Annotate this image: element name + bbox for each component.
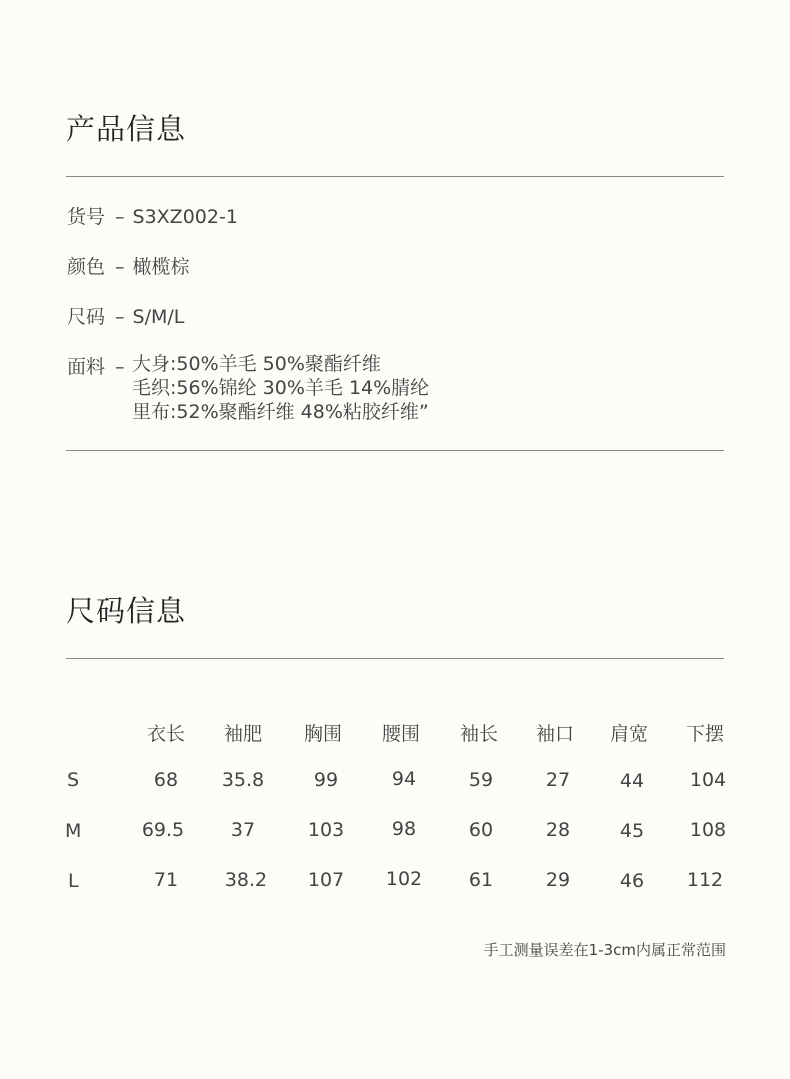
table-cell: 45 (619, 820, 645, 842)
column-header-waist: 腰围 (381, 723, 421, 745)
table-cell: 38.2 (224, 869, 268, 891)
info-value: 橄榄棕 (132, 256, 190, 278)
table-cell: 108 (689, 819, 727, 841)
column-header-hem: 下摆 (685, 723, 725, 745)
table-cell: 69.5 (141, 819, 185, 841)
table-cell: 37 (230, 819, 256, 841)
column-header-cuff: 袖口 (535, 723, 575, 745)
table-cell: 98 (391, 818, 417, 840)
info-dash: – (115, 206, 125, 228)
product-info-title: 产品信息 (66, 112, 187, 146)
column-header-sleeve-length: 袖长 (459, 723, 499, 745)
divider (66, 176, 724, 177)
table-cell: 60 (468, 819, 494, 841)
table-cell: 104 (689, 769, 727, 791)
measurement-note: 手工测量误差在1-3cm内属正常范围 (483, 941, 726, 959)
divider (66, 450, 724, 451)
table-cell: 68 (153, 769, 179, 791)
table-cell: 44 (619, 770, 645, 792)
info-dash: – (115, 356, 125, 378)
info-value: S3XZ002-1 (132, 206, 238, 228)
fabric-line-knit: 毛织:56%锦纶 30%羊毛 14%腈纶 (132, 377, 430, 399)
info-row-size (67, 302, 184, 329)
fabric-line-body: 大身:50%羊毛 50%聚酯纤维 (132, 353, 381, 375)
table-cell: 99 (313, 769, 339, 791)
table-cell: 112 (686, 869, 724, 891)
column-header-chest: 胸围 (303, 723, 343, 745)
divider (66, 658, 724, 659)
table-cell: 61 (468, 869, 494, 891)
table-cell: 102 (385, 868, 423, 890)
table-cell: 107 (307, 869, 345, 891)
info-dash: – (115, 306, 125, 328)
info-label: 颜色 (67, 256, 106, 278)
info-label: 货号 (67, 206, 106, 228)
info-dash: – (115, 256, 125, 278)
info-label: 面料 (67, 356, 106, 378)
info-row-fabric (67, 352, 133, 379)
info-row-sku (67, 202, 238, 229)
table-cell: 28 (545, 819, 571, 841)
info-row-color (67, 252, 190, 279)
table-cell: 103 (307, 819, 345, 841)
size-label-s: S (67, 769, 80, 791)
size-label-m: M (65, 820, 82, 842)
table-cell: 29 (545, 869, 571, 891)
table-cell: 35.8 (221, 769, 265, 791)
table-cell: 46 (619, 870, 645, 892)
table-cell: 59 (468, 769, 494, 791)
info-value: S/M/L (132, 306, 185, 328)
table-cell: 27 (545, 769, 571, 791)
size-info-title: 尺码信息 (66, 594, 187, 628)
size-label-l: L (68, 870, 79, 892)
fabric-line-lining: 里布:52%聚酯纤维 48%粘胶纤维” (132, 401, 429, 423)
table-cell: 71 (153, 869, 179, 891)
column-header-shoulder: 肩宽 (609, 723, 649, 745)
column-header-length: 衣长 (146, 723, 186, 745)
column-header-sleeve-width: 袖肥 (223, 723, 263, 745)
table-cell: 94 (391, 768, 417, 790)
info-label: 尺码 (67, 306, 106, 328)
